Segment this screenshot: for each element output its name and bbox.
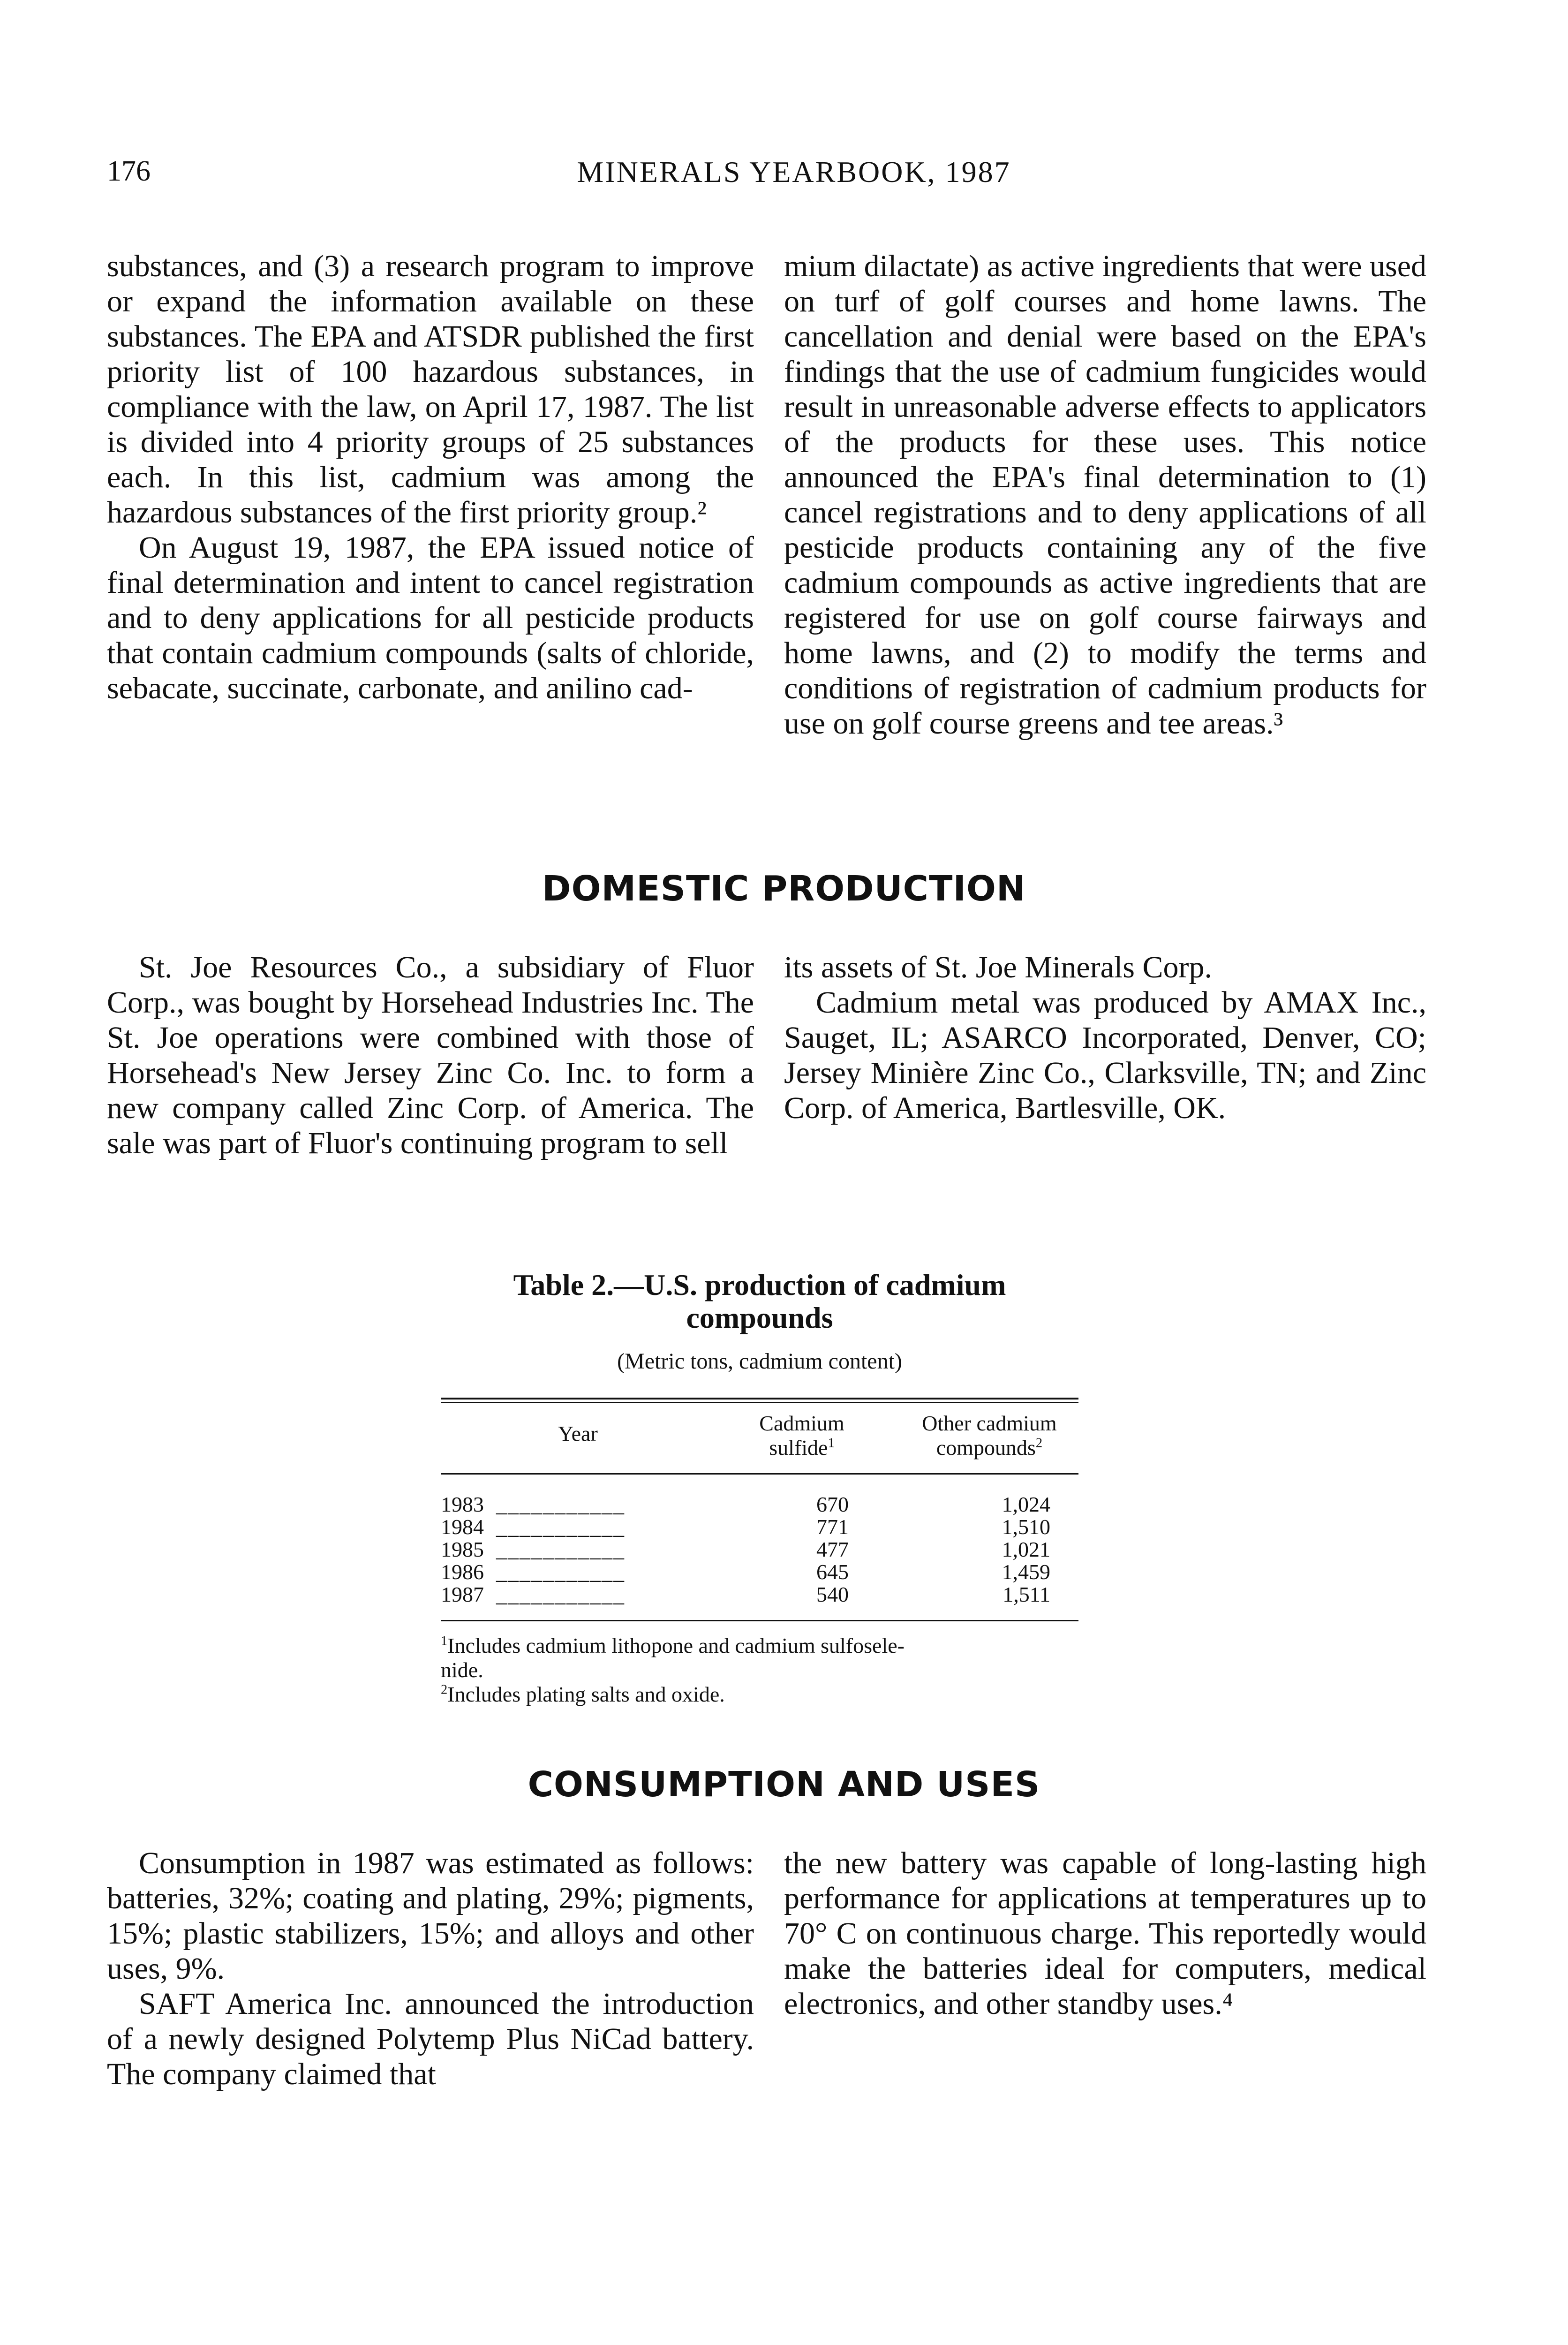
page-header bbox=[107, 155, 1481, 197]
footnote-marker: 1 bbox=[828, 1436, 835, 1451]
cell-cadmium-sulfide: 540 bbox=[816, 1582, 849, 1606]
paragraph: Cadmium metal was produced by AMAX Inc., Sauget, IL; ASARCO Incorporated, Denver, CO; Jersey Minière Zinc Co., Clarksville, TN; and Zinc Corp. of America, Bartlesville, OK. bbox=[784, 985, 1426, 1125]
section1-left-column bbox=[107, 249, 754, 706]
paragraph: substances, and (3) a research program to improve or expand the information available on these substances. The EPA and ATSDR published the first priority list of 100 hazardous substances, in compliance with the law, on April 17, 1987. The list is divided into 4 priority groups of 25 substances each. In this list, cadmium was among the hazardous substances of the first priority group.² bbox=[107, 249, 754, 530]
table-title bbox=[422, 1269, 1097, 1334]
consumption-left-column bbox=[107, 1846, 754, 2092]
leader-dots: ___________ bbox=[496, 1515, 625, 1539]
footnote-marker: 2 bbox=[441, 1682, 448, 1697]
domestic-production-left-column bbox=[107, 950, 754, 1161]
footnote-marker: 2 bbox=[1035, 1436, 1043, 1451]
footnote-text: Includes plating salts and oxide. bbox=[447, 1682, 725, 1706]
cell-other-compounds: 1,024 bbox=[1002, 1492, 1050, 1516]
cell-cadmium-sulfide: 477 bbox=[816, 1537, 849, 1561]
section-heading-consumption-and-uses: CONSUMPTION AND USES bbox=[528, 1764, 1040, 1805]
leader-dots: ___________ bbox=[496, 1537, 625, 1561]
paragraph: SAFT America Inc. announced the introduction of a newly designed Polytemp Plus NiCad battery. The company claimed that bbox=[107, 1987, 754, 2091]
paragraph: its assets of St. Joe Minerals Corp. bbox=[784, 950, 1212, 984]
paragraph: Consumption in 1987 was estimated as follows: batteries, 32%; coating and plating, 29%; pigments, 15%; plastic stabilizers, 15%; and alloys and other uses, 9%. bbox=[107, 1846, 754, 1986]
cell-year: 1983 bbox=[441, 1492, 484, 1516]
cell-year: 1987 bbox=[441, 1582, 484, 1606]
cell-year: 1984 bbox=[441, 1515, 484, 1539]
consumption-right-column bbox=[784, 1846, 1426, 2021]
cell-other-compounds: 1,459 bbox=[1002, 1560, 1050, 1584]
section-heading-domestic-production: DOMESTIC PRODUCTION bbox=[542, 869, 1026, 909]
table-title-line: Table 2.—U.S. production of cadmium bbox=[513, 1268, 1006, 1301]
cell-cadmium-sulfide: 645 bbox=[816, 1560, 849, 1584]
paragraph: St. Joe Resources Co., a subsidiary of Fluor Corp., was bought by Horsehead Industries Inc. The St. Joe operations were combined with those of Horsehead's New Jersey Zinc Co. Inc. to form a new company called Zinc Corp. of America. The sale was part of Fluor's continuing program to sell bbox=[107, 950, 754, 1160]
table-subtitle: (Metric tons, cadmium content) bbox=[617, 1349, 902, 1374]
cell-other-compounds: 1,511 bbox=[1003, 1582, 1050, 1606]
table-row bbox=[441, 1538, 1078, 1561]
production-table bbox=[441, 1398, 1078, 1707]
cell-other-compounds: 1,021 bbox=[1002, 1537, 1050, 1561]
footnote bbox=[441, 1634, 1078, 1658]
header-text: sulfide bbox=[769, 1436, 828, 1460]
cell-cadmium-sulfide: 771 bbox=[816, 1515, 849, 1539]
cell-other-compounds: 1,510 bbox=[1002, 1515, 1050, 1539]
domestic-production-right-column bbox=[784, 950, 1426, 1126]
column-header-year: Year bbox=[558, 1422, 598, 1445]
running-title: MINERALS YEARBOOK, 1987 bbox=[577, 155, 1011, 189]
table-footnotes bbox=[441, 1634, 1078, 1707]
table-row bbox=[441, 1493, 1078, 1516]
table-row bbox=[441, 1583, 1078, 1606]
table-title-line: compounds bbox=[686, 1301, 833, 1334]
column-header-cadmium-sulfide bbox=[731, 1411, 872, 1460]
cell-cadmium-sulfide: 670 bbox=[816, 1492, 849, 1516]
table-body bbox=[441, 1475, 1078, 1620]
header-line bbox=[900, 1436, 1078, 1460]
page-number: 176 bbox=[107, 155, 151, 187]
footnote bbox=[441, 1682, 1078, 1707]
table-header bbox=[441, 1403, 1078, 1473]
paragraph: mium dilactate) as active ingredients that were used on turf of golf courses and home lawns. The cancellation and denial were based on the EPA's findings that the use of cadmium fungicides would result in unreasonable adverse effects to applicators of the products for these uses. This notice announced the EPA's final determination to (1) cancel registrations and to deny applications of all pesticide products containing any of the five cadmium compounds as active ingredients that are registered for use on golf course fairways and home lawns, and (2) to modify the terms and conditions of registration of cadmium products for use on golf course greens and tee areas.³ bbox=[784, 249, 1426, 741]
header-line: Other cadmium bbox=[922, 1411, 1057, 1435]
leader-dots: ___________ bbox=[496, 1560, 625, 1584]
header-line: Cadmium bbox=[759, 1411, 844, 1435]
section1-right-column bbox=[784, 249, 1426, 741]
column-header-other-compounds bbox=[900, 1411, 1078, 1460]
header-text: compounds bbox=[936, 1436, 1036, 1460]
paragraph: On August 19, 1987, the EPA issued notice of final determination and intent to cancel registration and to deny applications for all pesticide products that contain cadmium compounds (salts of chloride, sebacate, succinate, carbonate, and anilino cad- bbox=[107, 530, 754, 705]
table-bottom-rule bbox=[441, 1620, 1078, 1621]
footnote-marker: 1 bbox=[441, 1634, 448, 1649]
table-row bbox=[441, 1516, 1078, 1538]
cell-year: 1986 bbox=[441, 1560, 484, 1584]
table-row bbox=[441, 1561, 1078, 1583]
leader-dots: ___________ bbox=[496, 1492, 625, 1516]
header-line bbox=[731, 1436, 872, 1460]
paragraph: the new battery was capable of long-lasting high performance for applications at temperatures up to 70° C on continuous charge. This reportedly would make the batteries ideal for computers, medical electronics, and other standby uses.⁴ bbox=[784, 1846, 1426, 2021]
footnote-continuation: nide. bbox=[441, 1658, 483, 1682]
cell-year: 1985 bbox=[441, 1537, 484, 1561]
footnote-text: Includes cadmium lithopone and cadmium sulfosele- bbox=[447, 1634, 905, 1657]
leader-dots: ___________ bbox=[496, 1582, 625, 1606]
table-top-rule bbox=[441, 1398, 1078, 1403]
